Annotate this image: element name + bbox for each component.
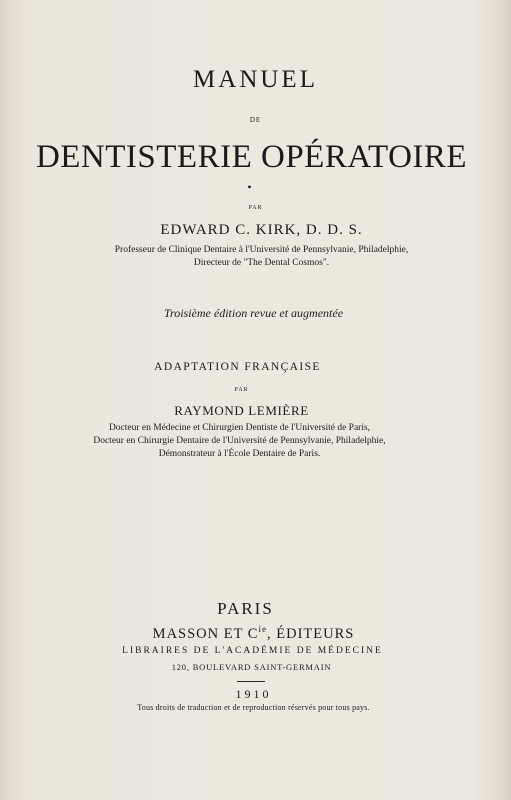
publisher-name — [0, 624, 509, 643]
rights-notice: Tous droits de traduction et de reproduction réservés pour tous pays. — [137, 703, 370, 712]
translator-name: RAYMOND LEMIÈRE — [174, 403, 309, 418]
translator-affiliation-1: Docteur en Médecine et Chirurgien Dentiste de l'Université de Paris, — [108, 423, 371, 433]
title-line-2: DENTISTERIE OPÉRATOIRE — [35, 139, 468, 175]
publisher-superscript: ie — [258, 624, 267, 634]
adaptation-label: ADAPTATION FRANÇAISE — [154, 361, 321, 373]
divider-rule — [237, 681, 265, 682]
author-affiliation-1: Professeur de Clinique Dentaire à l'Université de Pennsylvanie, Philadelphie, — [114, 245, 409, 255]
title-connector: DE — [249, 116, 262, 124]
publisher-name-text: MASSON ET C — [152, 625, 259, 642]
edition-note: Troisième édition revue et augmentée — [163, 306, 344, 320]
translator-affiliation-3: Démonstrateur à l'École Dentaire de Paris. — [158, 449, 321, 459]
par-label-translator: PAR — [234, 387, 249, 393]
separator-dot: • — [247, 180, 252, 194]
author-affiliation-2: Directeur de "The Dental Cosmos". — [193, 258, 330, 268]
par-label-author: PAR — [248, 205, 263, 211]
title-line-1: MANUEL — [193, 66, 318, 93]
publisher-libraires: LIBRAIRES DE L'ACADÉMIE DE MÉDECINE — [122, 646, 383, 656]
publication-city: PARIS — [217, 599, 274, 618]
publisher-address: 120, BOULEVARD SAINT-GERMAIN — [171, 662, 332, 672]
translator-affiliation-2: Docteur en Chirurgie Dentaire de l'Université de Pennsylvanie, Philadelphie, — [93, 436, 386, 446]
publication-year: 1910 — [235, 687, 272, 701]
publisher-role: , ÉDITEURS — [266, 625, 355, 642]
author-name: EDWARD C. KIRK, D. D. S. — [160, 222, 363, 238]
